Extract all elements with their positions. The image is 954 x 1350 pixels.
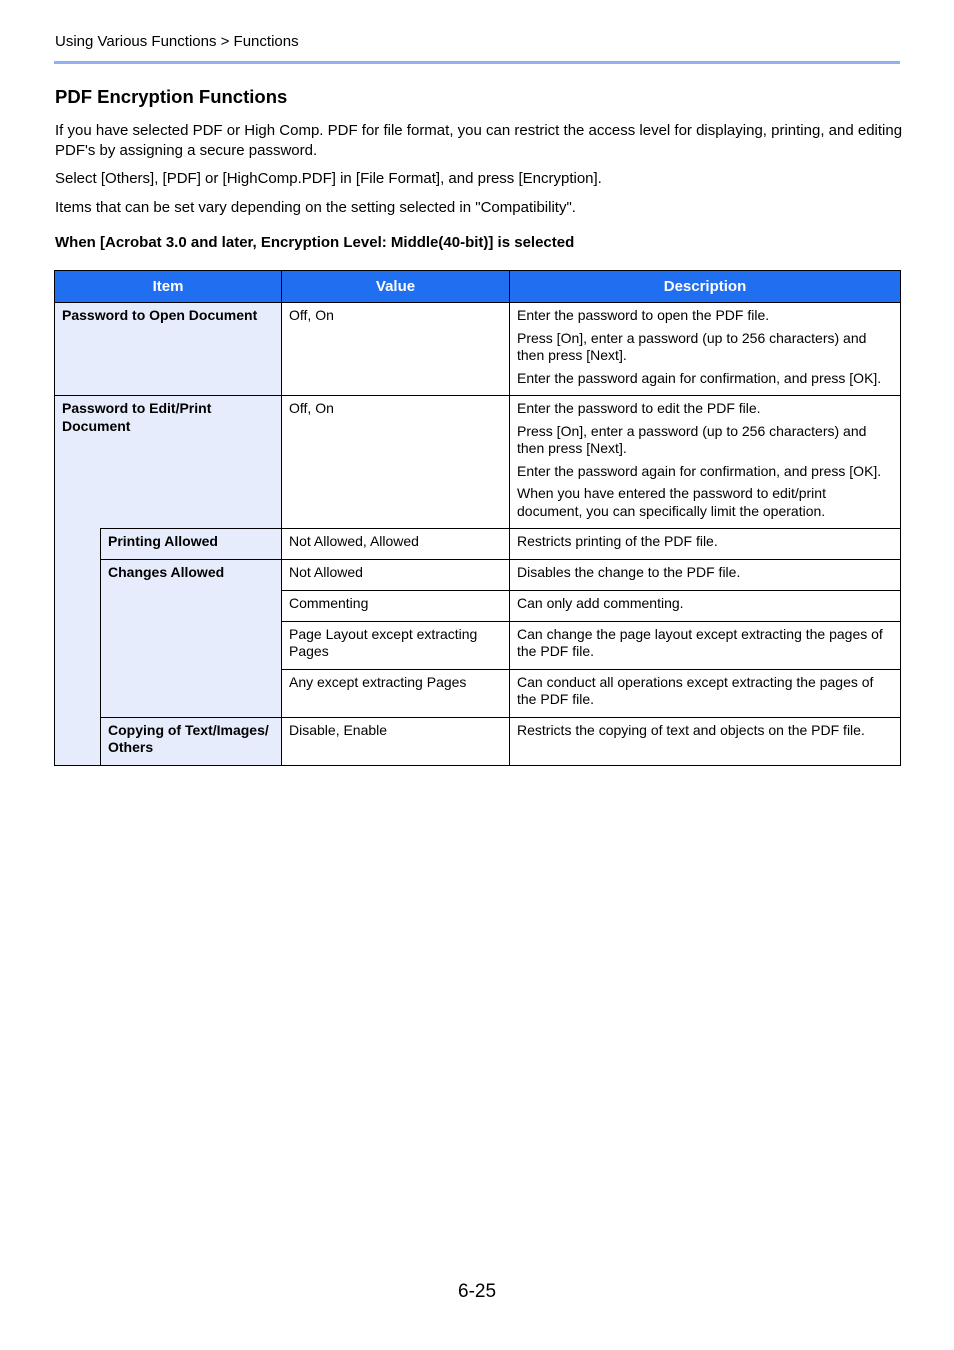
value-cell: Page Layout except extracting Pages bbox=[282, 621, 510, 669]
header-rule bbox=[54, 61, 900, 64]
description-cell: Can conduct all operations except extracting the pages of the PDF file. bbox=[510, 669, 901, 717]
description-cell: Restricts the copying of text and objects on the PDF file. bbox=[510, 717, 901, 765]
table-subrow bbox=[55, 529, 901, 560]
indent-cell bbox=[55, 529, 101, 766]
description-cell: Disables the change to the PDF file. bbox=[510, 560, 901, 591]
column-header-description: Description bbox=[510, 271, 901, 303]
subitem-cell: Changes Allowed bbox=[101, 560, 282, 718]
value-cell: Any except extracting Pages bbox=[282, 669, 510, 717]
table-subrow bbox=[55, 717, 901, 765]
column-header-item: Item bbox=[55, 271, 282, 303]
description-cell bbox=[510, 303, 901, 396]
description-line: Enter the password again for confirmation, and press [OK]. bbox=[517, 462, 882, 479]
value-cell: Off, On bbox=[282, 396, 510, 529]
description-line: Press [On], enter a password (up to 256 characters) and then press [Next]. bbox=[517, 329, 867, 363]
column-header-value: Value bbox=[282, 271, 510, 303]
value-cell: Commenting bbox=[282, 590, 510, 621]
item-cell: Password to Open Document bbox=[55, 303, 282, 396]
description-line: Enter the password to open the PDF file. bbox=[517, 307, 770, 323]
description-cell: Can change the page layout except extracting the pages of the PDF file. bbox=[510, 621, 901, 669]
intro-paragraph: If you have selected PDF or High Comp. PDF for file format, you can restrict the access level for displaying, printing, and editing PDF's by assigning a secure password. bbox=[55, 122, 903, 159]
note-paragraph: Items that can be set vary depending on the setting selected in "Compatibility". bbox=[55, 199, 576, 216]
value-cell: Not Allowed, Allowed bbox=[282, 529, 510, 560]
encryption-settings-table bbox=[54, 270, 901, 766]
description-line: Enter the password again for confirmation, and press [OK]. bbox=[517, 369, 882, 386]
subitem-cell: Printing Allowed bbox=[101, 529, 282, 560]
subitem-cell: Copying of Text/Images/ Others bbox=[101, 717, 282, 765]
value-cell: Off, On bbox=[282, 303, 510, 396]
table-header-row bbox=[55, 271, 901, 303]
description-cell: Can only add commenting. bbox=[510, 590, 901, 621]
table-row bbox=[55, 396, 901, 529]
description-line: Enter the password to edit the PDF file. bbox=[517, 400, 761, 416]
page-title: PDF Encryption Functions bbox=[55, 86, 288, 107]
breadcrumb: Using Various Functions > Functions bbox=[55, 33, 299, 50]
description-line: When you have entered the password to edit/print document, you can specifically limit the operation. bbox=[517, 485, 826, 519]
table-subheading: When [Acrobat 3.0 and later, Encryption Level: Middle(40-bit)] is selected bbox=[55, 234, 575, 251]
value-cell: Not Allowed bbox=[282, 560, 510, 591]
value-cell: Disable, Enable bbox=[282, 717, 510, 765]
description-cell: Restricts printing of the PDF file. bbox=[510, 529, 901, 560]
table-row bbox=[55, 303, 901, 396]
description-line: Press [On], enter a password (up to 256 characters) and then press [Next]. bbox=[517, 422, 867, 456]
item-cell: Password to Edit/Print Document bbox=[55, 396, 282, 529]
instruction-paragraph: Select [Others], [PDF] or [HighComp.PDF] in [File Format], and press [Encryption]. bbox=[55, 170, 602, 187]
description-cell bbox=[510, 396, 901, 529]
table-subrow bbox=[55, 560, 901, 591]
page-number: 6-25 bbox=[458, 1281, 497, 1302]
